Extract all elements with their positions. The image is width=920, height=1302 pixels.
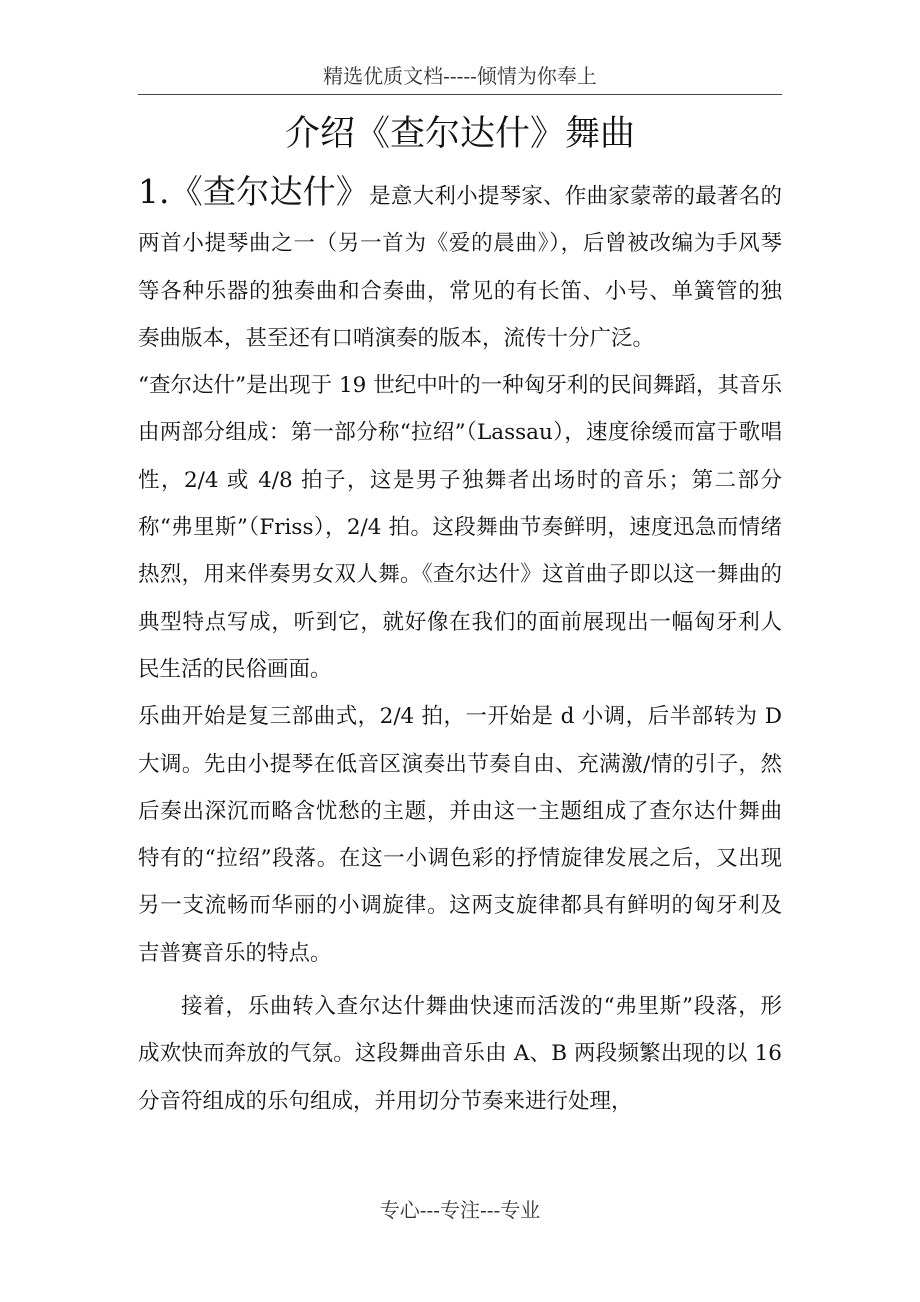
page-footer: 专心---专注---专业 <box>379 1198 541 1222</box>
header-divider <box>138 94 782 95</box>
paragraph-1-text: 是意大利小提琴家、作曲家蒙蒂的最著名的两首小提琴曲之一（另一首为《爱的晨曲》），后曾被改编为手风琴等各种乐器的独奏曲和合奏曲，常见的有长笛、小号、单簧管的独奏曲版本，甚至还有口哨演奏的版本，流传十分广泛。 <box>138 184 782 351</box>
paragraph-1-lead: 1.《查尔达什》 <box>138 172 370 211</box>
paragraph-3: 乐曲开始是复三部曲式，2/4 拍，一开始是 d 小调，后半部转为 D 大调。先由小提琴在低音区演奏出节奏自由、充满激/情的引子，然后奏出深沉而略含忧愁的主题，并由这一主题组成了查尔达什舞曲特有的“拉绍”段落。在这一小调色彩的抒情旋律发展之后，又出现另一支流畅而华丽的小调旋律。这两支旋律都具有鲜明的匈牙利及吉普赛音乐的特点。 <box>138 704 782 966</box>
paragraph-1 <box>138 168 782 362</box>
document-title: 介绍《查尔达什》舞曲 <box>284 114 635 154</box>
paragraph-2: “查尔达什”是出现于 19 世纪中叶的一种匈牙利的民间舞蹈，其音乐由两部分组成：第一部分称“拉绍”（Lassau），速度徐缓而富于歌唱性，2/4 或 4/8 拍子，这是男子独舞者出场时的音乐；第二部分称“弗里斯”（Friss），2/4 拍。这段舞曲节奏鲜明，速度迅急而情绪热烈，用来伴奏男女双人舞。《查尔达什》这首曲子即以这一舞曲的典型特点写成，听到它，就好像在我们的面前展现出一幅匈牙利人民生活的民俗画面。 <box>138 373 782 682</box>
page-header: 精选优质文档-----倾情为你奉上 <box>323 64 597 88</box>
paragraph-4: 接着，乐曲转入查尔达什舞曲快速而活泼的“弗里斯”段落，形成欢快而奔放的气氛。这段舞曲音乐由 A、B 两段频繁出现的以 16 分音符组成的乐句组成，并用切分节奏来进行处理， <box>138 994 782 1114</box>
document-body <box>138 168 782 1125</box>
